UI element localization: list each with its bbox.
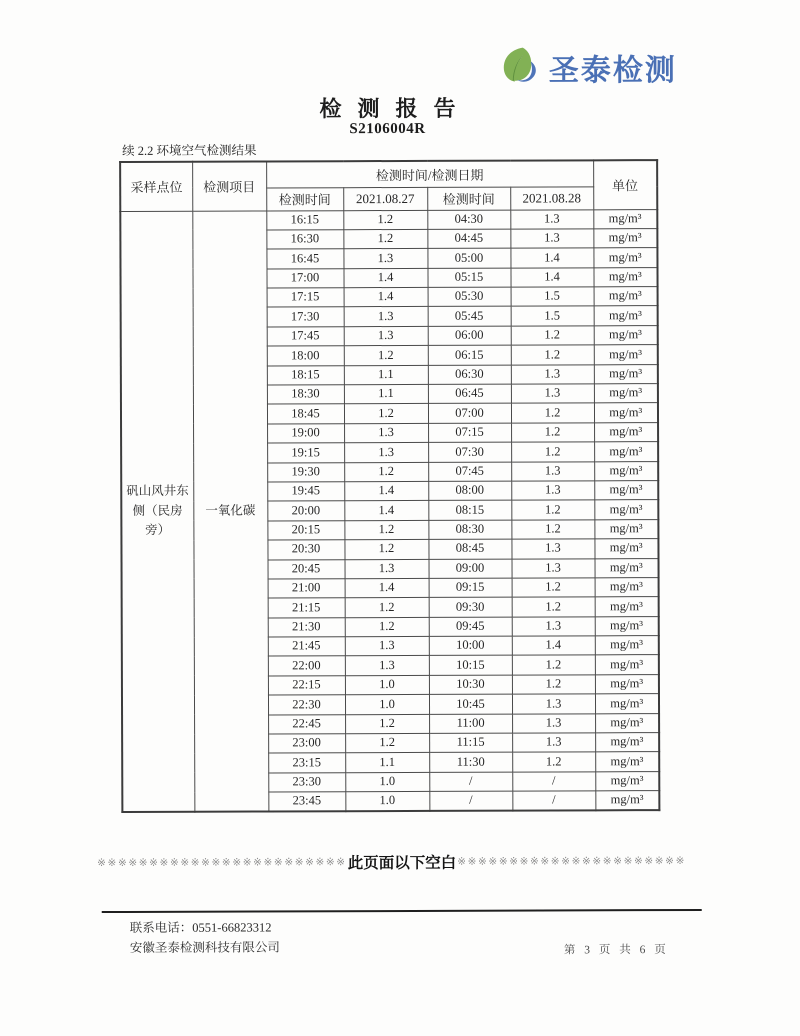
cell-time-1: 19:30 — [267, 462, 344, 482]
cell-value-2: 1.2 — [511, 423, 594, 443]
cell-value-1: 1.3 — [344, 307, 428, 327]
cell-unit: mg/m³ — [595, 636, 659, 656]
cell-value-2: 1.3 — [512, 617, 595, 637]
cell-time-1: 17:15 — [267, 288, 344, 308]
footer-contact-phone: 联系电话：0551-66823312 — [129, 920, 272, 935]
cell-unit: mg/m³ — [595, 616, 659, 636]
col-header-unit: 单位 — [593, 160, 657, 209]
cell-time-1: 23:00 — [268, 734, 345, 754]
cell-time-2: 10:45 — [429, 694, 512, 714]
cell-time-1: 21:45 — [268, 637, 345, 657]
cell-time-2: 04:30 — [427, 210, 510, 230]
cell-time-2: 09:15 — [429, 578, 512, 598]
cell-value-2: 1.5 — [511, 306, 594, 326]
cell-value-1: 1.1 — [344, 365, 428, 385]
cell-value-2: 1.3 — [510, 209, 593, 229]
cell-value-1: 1.0 — [345, 792, 429, 812]
cell-value-1: 1.4 — [343, 268, 427, 288]
col-header-time-1: 检测时间 — [266, 187, 343, 210]
section-label: 续 2.2 环境空气检测结果 — [122, 143, 257, 158]
blank-below-text: 此页面以下空白 — [347, 854, 457, 873]
col-header-date-2: 2021.08.28 — [510, 186, 593, 209]
col-header-date-1: 2021.08.27 — [343, 187, 427, 210]
cell-value-1: 1.3 — [344, 423, 428, 443]
air-test-results-table — [119, 159, 660, 813]
cell-value-1: 1.2 — [345, 714, 429, 734]
cell-unit: mg/m³ — [594, 287, 658, 307]
cell-value-1: 1.2 — [344, 462, 428, 482]
cell-value-2: 1.2 — [512, 675, 595, 695]
cell-time-1: 16:15 — [266, 210, 343, 230]
cell-value-1: 1.4 — [344, 287, 428, 307]
cell-time-1: 22:00 — [268, 656, 345, 676]
cell-time-2: 07:00 — [428, 404, 511, 424]
cell-time-2: 08:15 — [428, 500, 511, 520]
cell-time-1: 18:45 — [267, 404, 344, 424]
cell-unit: mg/m³ — [594, 461, 658, 481]
cell-time-1: 18:00 — [267, 346, 344, 366]
cell-time-2: 08:00 — [428, 481, 511, 501]
cell-unit: mg/m³ — [595, 674, 659, 694]
cell-value-1: 1.1 — [344, 384, 428, 404]
cell-value-2: 1.3 — [511, 461, 594, 481]
blank-below-marker — [97, 850, 687, 874]
cell-unit: mg/m³ — [594, 442, 658, 462]
cell-time-2: 05:00 — [427, 248, 510, 268]
cell-value-2: 1.2 — [511, 326, 594, 346]
cell-unit: mg/m³ — [593, 209, 657, 229]
cell-unit: mg/m³ — [593, 267, 657, 287]
cell-time-2: 07:30 — [428, 442, 511, 462]
cell-time-1: 17:45 — [267, 327, 344, 347]
cell-value-2: 1.3 — [512, 733, 595, 753]
cell-time-2: 06:00 — [428, 326, 511, 346]
cell-value-2: 1.4 — [510, 267, 593, 287]
cell-unit: mg/m³ — [595, 655, 659, 675]
cell-value-1: 1.3 — [345, 636, 429, 656]
cell-time-1: 16:30 — [266, 230, 343, 250]
footer-divider — [102, 909, 702, 913]
cell-time-1: 23:45 — [268, 792, 345, 812]
cell-unit: mg/m³ — [594, 345, 658, 365]
cell-time-1: 20:00 — [267, 501, 344, 521]
cell-time-2: 09:45 — [429, 617, 512, 637]
cell-value-1: 1.4 — [344, 481, 428, 501]
cell-time-1: 22:15 — [268, 676, 345, 696]
cell-value-2: 1.2 — [511, 442, 594, 462]
cell-unit: mg/m³ — [595, 578, 659, 598]
cell-unit: mg/m³ — [594, 422, 658, 442]
cell-time-2: 06:30 — [428, 365, 511, 385]
cell-time-1: 17:00 — [266, 268, 343, 288]
cell-value-2: / — [512, 772, 595, 792]
cell-time-2: 05:30 — [428, 287, 511, 307]
page-title: 检测报告 — [319, 95, 472, 122]
cell-unit: mg/m³ — [595, 791, 659, 811]
cell-time-2: 07:45 — [428, 462, 511, 482]
cell-value-2: 1.5 — [511, 287, 594, 307]
cell-time-1: 20:15 — [267, 520, 344, 540]
cell-time-2: 07:15 — [428, 423, 511, 443]
cell-time-2: 05:45 — [428, 307, 511, 327]
cell-time-1: 20:45 — [268, 559, 345, 579]
cell-time-2: / — [429, 791, 512, 811]
cell-unit: mg/m³ — [594, 519, 658, 539]
cell-value-2: 1.2 — [511, 520, 594, 540]
cell-time-2: 05:15 — [427, 268, 510, 288]
cell-value-1: 1.4 — [344, 501, 428, 521]
asterisk-run-right: ※※※※※※※※※※※※※※※※※※※※※※ — [457, 855, 687, 868]
cell-time-1: 19:00 — [267, 423, 344, 443]
cell-time-2: 08:30 — [428, 520, 511, 540]
cell-time-1: 20:30 — [267, 540, 344, 560]
cell-unit: mg/m³ — [595, 733, 659, 753]
cell-value-1: 1.1 — [345, 753, 429, 773]
col-header-sample-point: 采样点位 — [120, 162, 192, 211]
cell-unit: mg/m³ — [594, 500, 658, 520]
cell-time-2: 09:00 — [429, 559, 512, 579]
cell-unit: mg/m³ — [594, 403, 658, 423]
col-header-time-2: 检测时间 — [427, 187, 510, 210]
cell-value-2: 1.4 — [510, 248, 593, 268]
cell-value-1: 1.2 — [344, 346, 428, 366]
cell-value-2: / — [512, 791, 595, 811]
cell-time-1: 17:30 — [267, 307, 344, 327]
cell-value-1: 1.0 — [345, 695, 429, 715]
asterisk-run-left: ※※※※※※※※※※※※※※※※※※※※※※※※ — [97, 856, 347, 870]
cell-value-1: 1.3 — [345, 559, 429, 579]
cell-time-2: 04:45 — [427, 229, 510, 249]
cell-time-2: 09:30 — [429, 597, 512, 617]
cell-time-1: 19:15 — [267, 443, 344, 463]
cell-time-2: 11:00 — [429, 714, 512, 734]
cell-value-1: 1.2 — [345, 598, 429, 618]
cell-value-2: 1.2 — [511, 500, 594, 520]
cell-time-2: 10:15 — [429, 656, 512, 676]
cell-time-1: 23:15 — [268, 753, 345, 773]
cell-value-2: 1.3 — [511, 539, 594, 559]
cell-value-1: 1.2 — [344, 404, 428, 424]
cell-unit: mg/m³ — [594, 364, 658, 384]
col-header-time-date-group: 检测时间/检测日期 — [266, 160, 593, 187]
cell-value-1: 1.3 — [344, 326, 428, 346]
cell-time-2: 06:45 — [428, 384, 511, 404]
cell-value-2: 1.3 — [512, 713, 595, 733]
cell-value-2: 1.2 — [511, 345, 594, 365]
cell-value-2: 1.3 — [511, 364, 594, 384]
sample-point-cell: 矾山风井东侧（民房旁） — [120, 211, 194, 812]
leaf-icon — [501, 44, 541, 91]
report-number: S2106004R — [349, 120, 426, 138]
table-row — [120, 209, 657, 230]
page-number-indicator: 第 3 页 共 6 页 — [563, 944, 669, 957]
cell-value-1: 1.2 — [345, 733, 429, 753]
cell-value-1: 1.3 — [343, 249, 427, 269]
cell-value-2: 1.4 — [512, 636, 595, 656]
cell-value-1: 1.2 — [344, 520, 428, 540]
cell-value-2: 1.3 — [512, 558, 595, 578]
cell-value-2: 1.2 — [512, 655, 595, 675]
company-logo — [501, 43, 677, 91]
col-header-item: 检测项目 — [192, 161, 266, 210]
cell-unit: mg/m³ — [595, 597, 659, 617]
footer-company-name: 安徽圣泰检测科技有限公司 — [129, 940, 280, 955]
cell-unit: mg/m³ — [595, 558, 659, 578]
company-logo-text: 圣泰检测 — [548, 53, 677, 87]
cell-value-2: 1.3 — [511, 384, 594, 404]
cell-unit: mg/m³ — [595, 752, 659, 772]
cell-value-2: 1.2 — [512, 578, 595, 598]
cell-unit: mg/m³ — [594, 306, 658, 326]
cell-value-2: 1.3 — [511, 481, 594, 501]
test-item-cell: 一氧化碳 — [192, 210, 268, 811]
cell-time-1: 21:30 — [268, 617, 345, 637]
cell-unit: mg/m³ — [595, 694, 659, 714]
cell-value-2: 1.2 — [512, 752, 595, 772]
cell-time-1: 21:00 — [268, 579, 345, 599]
cell-time-2: 11:15 — [429, 733, 512, 753]
cell-time-1: 19:45 — [267, 482, 344, 502]
cell-time-2: 10:00 — [429, 636, 512, 656]
cell-value-1: 1.3 — [344, 443, 428, 463]
cell-value-1: 1.2 — [344, 540, 428, 560]
cell-time-1: 16:45 — [266, 249, 343, 269]
cell-unit: mg/m³ — [594, 539, 658, 559]
cell-unit: mg/m³ — [593, 248, 657, 268]
cell-unit: mg/m³ — [594, 325, 658, 345]
cell-value-2: 1.3 — [510, 229, 593, 249]
cell-unit: mg/m³ — [593, 228, 657, 248]
cell-value-2: 1.3 — [512, 694, 595, 714]
cell-value-2: 1.2 — [512, 597, 595, 617]
cell-time-2: 08:45 — [428, 539, 511, 559]
cell-value-1: 1.2 — [345, 617, 429, 637]
cell-time-2: 06:15 — [428, 345, 511, 365]
cell-time-2: 10:30 — [429, 675, 512, 695]
cell-value-1: 1.3 — [345, 656, 429, 676]
cell-time-1: 22:30 — [268, 695, 345, 715]
cell-unit: mg/m³ — [595, 713, 659, 733]
cell-unit: mg/m³ — [594, 481, 658, 501]
cell-time-1: 21:15 — [268, 598, 345, 618]
cell-time-1: 22:45 — [268, 714, 345, 734]
cell-value-1: 1.2 — [343, 229, 427, 249]
cell-value-1: 1.0 — [345, 675, 429, 695]
cell-unit: mg/m³ — [594, 384, 658, 404]
cell-value-1: 1.0 — [345, 772, 429, 792]
cell-unit: mg/m³ — [595, 771, 659, 791]
cell-time-2: 11:30 — [429, 753, 512, 773]
cell-time-2: / — [429, 772, 512, 792]
results-tbody — [120, 209, 659, 812]
cell-time-1: 23:30 — [268, 773, 345, 793]
cell-value-2: 1.2 — [511, 403, 594, 423]
cell-value-1: 1.2 — [343, 210, 427, 230]
cell-time-1: 18:15 — [267, 365, 344, 385]
cell-value-1: 1.4 — [345, 578, 429, 598]
cell-time-1: 18:30 — [267, 385, 344, 405]
